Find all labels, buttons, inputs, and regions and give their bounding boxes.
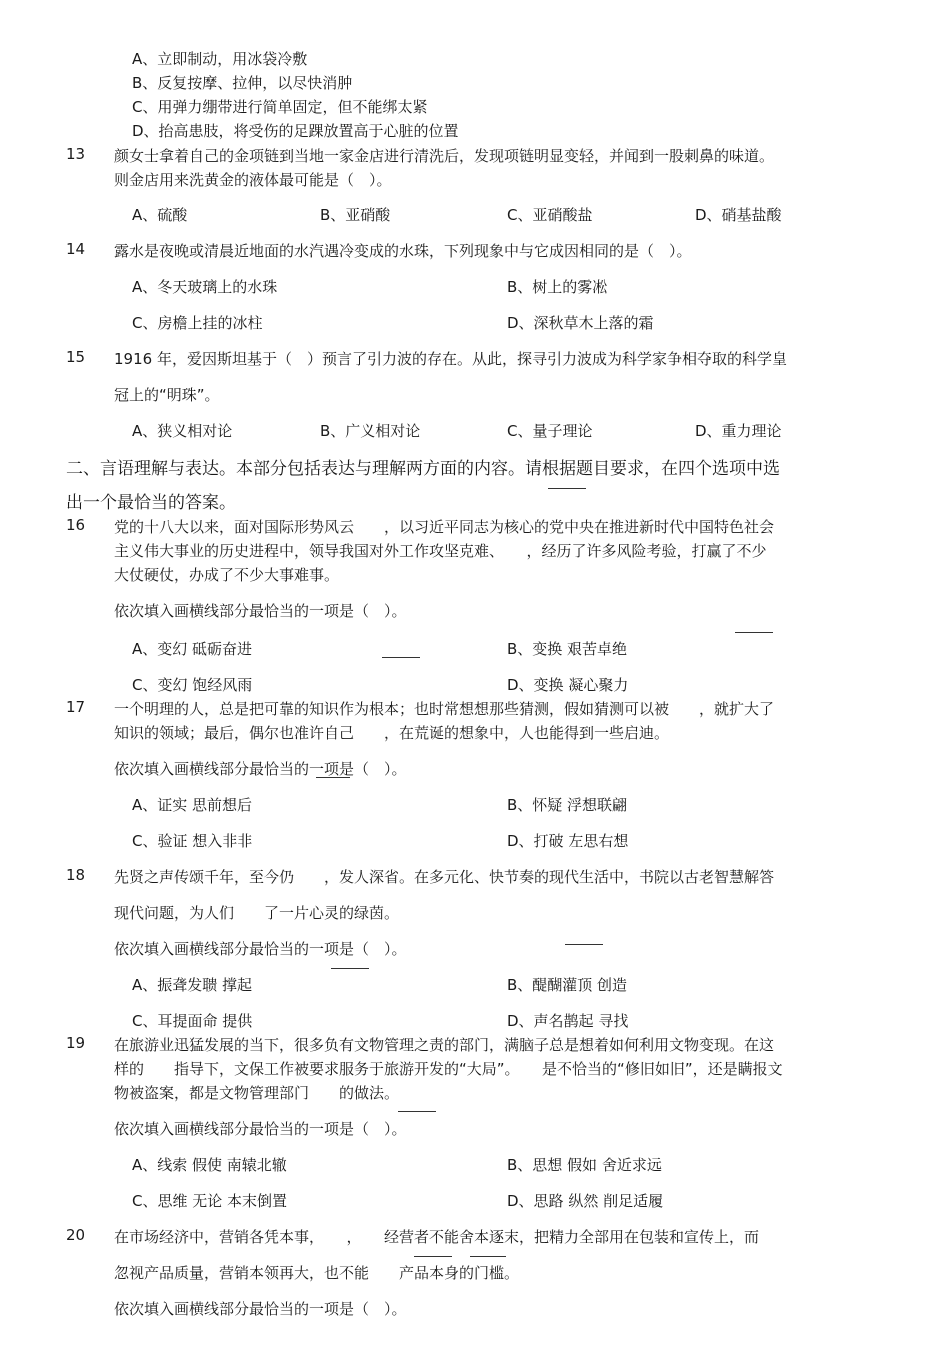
q18-prompt: 依次填入画横线部分最恰当的一项是（ ）。: [114, 940, 407, 958]
q19-option-b: B、思想 假如 舍近求远: [507, 1156, 662, 1174]
q13-stem-line: 则金店用来洗黄金的液体最可能是（ ）。: [114, 171, 392, 189]
q19-option-d: D、思路 纵然 削足适履: [507, 1192, 664, 1210]
q20-number: 20: [66, 1226, 86, 1244]
q17-number: 17: [66, 698, 86, 716]
stray-underline: [470, 1256, 506, 1257]
q18-option-d: D、声名鹊起 寻找: [507, 1012, 629, 1030]
q20-prompt: 依次填入画横线部分最恰当的一项是（ ）。: [114, 1300, 407, 1318]
q15-option-a: A、狭义相对论: [132, 422, 233, 440]
q17-stem-line: 知识的领域；最后，偶尔也准许自己 ，在荒诞的想象中，人也能得到一些启迪。: [114, 724, 670, 742]
q13-option-b: B、亚硝酸: [320, 206, 391, 224]
q19-stem-line: 样的 指导下，文保工作被要求服务于旅游开发的“大局”。 是不恰当的“修旧如旧”，还是瞒报文: [114, 1060, 783, 1078]
stray-underline: [565, 944, 603, 945]
q16-prompt: 依次填入画横线部分最恰当的一项是（ ）。: [114, 602, 407, 620]
q13-number: 13: [66, 145, 86, 163]
stray-underline: [735, 632, 773, 633]
q13-option-c: C、亚硝酸盐: [507, 206, 593, 224]
q14-stem-line: 露水是夜晚或清晨近地面的水汽遇冷变成的水珠，下列现象中与它成因相同的是（ ）。: [114, 242, 692, 260]
q17-option-d: D、打破 左思右想: [507, 832, 629, 850]
q18-stem-line: 现代问题，为人们 了一片心灵的绿茵。: [114, 904, 400, 922]
section-heading-line: 出一个最恰当的答案。: [66, 493, 236, 513]
q15-number: 15: [66, 348, 86, 366]
stray-underline: [398, 1111, 436, 1112]
q19-stem-line: 物被盗案，都是文物管理部门 的做法。: [114, 1084, 400, 1102]
q18-option-b: B、醍醐灌顶 创造: [507, 976, 628, 994]
q17-option-c: C、验证 想入非非: [132, 832, 253, 850]
q14-option-d: D、深秋草木上落的霜: [507, 314, 654, 332]
q16-option-b: B、变换 艰苦卓绝: [507, 640, 628, 658]
q19-prompt: 依次填入画横线部分最恰当的一项是（ ）。: [114, 1120, 407, 1138]
stray-underline: [316, 777, 350, 778]
q15-stem-line: 冠上的“明珠”。: [114, 386, 220, 404]
q14-option-c: C、房檐上挂的冰柱: [132, 314, 263, 332]
section-heading-line: 二、言语理解与表达。本部分包括表达与理解两方面的内容。请根据题目要求，在四个选项中选: [66, 459, 780, 479]
q17-option-b: B、怀疑 浮想联翩: [507, 796, 628, 814]
q14-number: 14: [66, 240, 86, 258]
q16-number: 16: [66, 516, 86, 534]
q16-stem-line: 大仗硬仗，办成了不少大事难事。: [114, 566, 340, 584]
q16-stem-line: 主义伟大事业的历史进程中，领导我国对外工作攻坚克难、 ，经历了许多风险考验，打赢了不少: [114, 542, 767, 560]
q13-option-a: A、硫酸: [132, 206, 188, 224]
q19-option-a: A、线索 假使 南辕北辙: [132, 1156, 287, 1174]
q18-option-c: C、耳提面命 提供: [132, 1012, 253, 1030]
q20-stem-line: 忽视产品质量，营销本领再大，也不能 产品本身的门槛。: [114, 1264, 520, 1282]
stray-underline: [382, 657, 420, 658]
q14-option-b: B、树上的雾凇: [507, 278, 608, 296]
stray-underline: [414, 1256, 452, 1257]
q15-option-d: D、重力理论: [695, 422, 782, 440]
stray-underline: [331, 968, 369, 969]
q12-option-b: B、反复按摩、拉伸，以尽快消肿: [132, 74, 353, 92]
q19-number: 19: [66, 1034, 86, 1052]
q12-option-d: D、抬高患肢，将受伤的足踝放置高于心脏的位置: [132, 122, 459, 140]
q16-option-c: C、变幻 饱经风雨: [132, 676, 253, 694]
q16-option-a: A、变幻 砥砺奋进: [132, 640, 253, 658]
q16-option-d: D、变换 凝心聚力: [507, 676, 629, 694]
q15-option-c: C、量子理论: [507, 422, 593, 440]
q17-option-a: A、证实 思前想后: [132, 796, 253, 814]
stray-underline: [548, 488, 586, 489]
q14-option-a: A、冬天玻璃上的水珠: [132, 278, 278, 296]
q12-option-a: A、立即制动，用冰袋冷敷: [132, 50, 308, 68]
q19-option-c: C、思维 无论 本末倒置: [132, 1192, 288, 1210]
q16-stem-line: 党的十八大以来，面对国际形势风云 ，以习近平同志为核心的党中央在推进新时代中国特色社会: [114, 518, 775, 536]
q20-stem-line: 在市场经济中，营销各凭本事， ， 经营者不能舍本逐末，把精力全部用在包装和宣传上，而: [114, 1228, 760, 1246]
q18-stem-line: 先贤之声传颂千年，至今仍 ，发人深省。在多元化、快节奏的现代生活中，书院以古老智慧解答: [114, 868, 775, 886]
q15-stem-line: 1916 年，爱因斯坦基于（ ）预言了引力波的存在。从此，探寻引力波成为科学家争相夺取的科学皇: [114, 350, 787, 368]
q17-stem-line: 一个明理的人，总是把可靠的知识作为根本；也时常想想那些猜测，假如猜测可以被 ，就扩大了: [114, 700, 775, 718]
q13-option-d: D、硝基盐酸: [695, 206, 782, 224]
q13-stem-line: 颜女士拿着自己的金项链到当地一家金店进行清洗后，发现项链明显变轻，并闻到一股刺鼻的味道。: [114, 147, 775, 165]
q15-option-b: B、广义相对论: [320, 422, 421, 440]
q18-number: 18: [66, 866, 86, 884]
q19-stem-line: 在旅游业迅猛发展的当下，很多负有文物管理之责的部门，满脑子总是想着如何利用文物变现。在这: [114, 1036, 775, 1054]
q18-option-a: A、振聋发聩 撑起: [132, 976, 253, 994]
q12-option-c: C、用弹力绷带进行简单固定，但不能绑太紧: [132, 98, 428, 116]
q17-prompt: 依次填入画横线部分最恰当的一项是（ ）。: [114, 760, 407, 778]
